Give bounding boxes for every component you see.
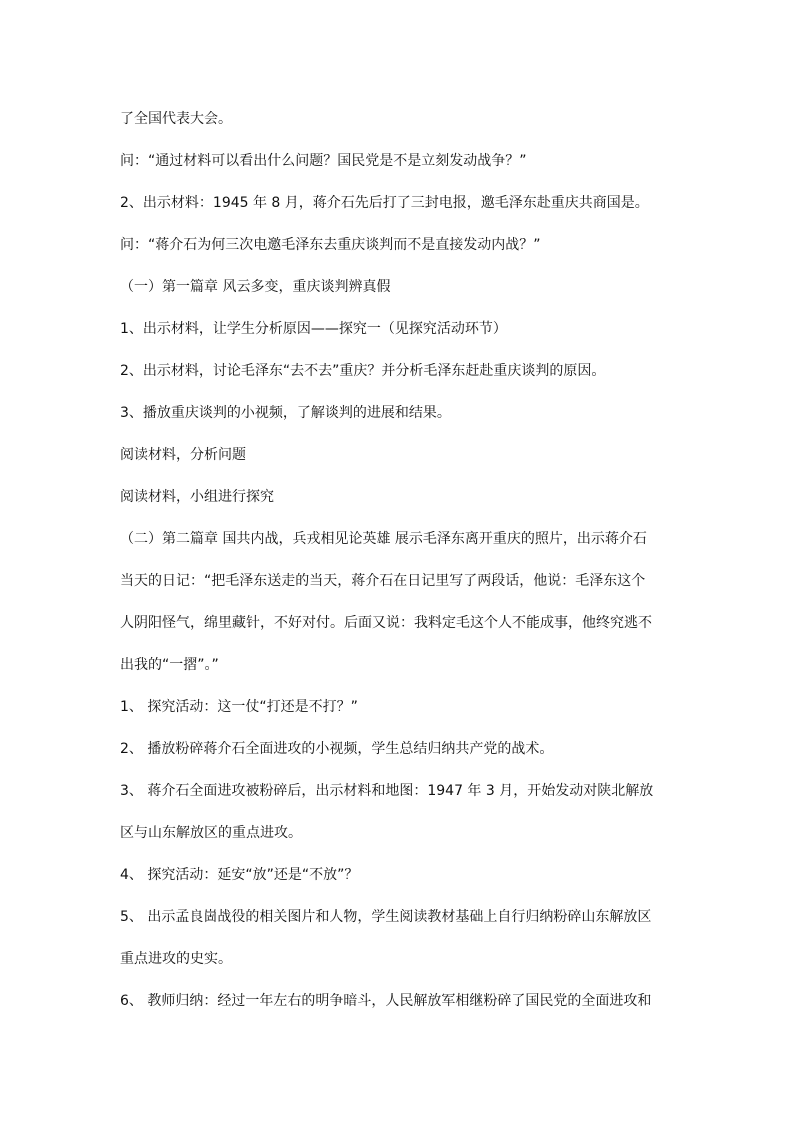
text-line: 区与山东解放区的重点进攻。 <box>120 825 302 841</box>
text-line: 问：“蒋介石为何三次电邀毛泽东去重庆谈判而不是直接发动内战？” <box>120 237 541 253</box>
text-line: 问：“通过材料可以看出什么问题？国民党是不是立刻发动战争？” <box>120 153 527 169</box>
text-line: 当天的日记：“把毛泽东送走的当天，蒋介石在日记里写了两段话，他说：毛泽东这个 <box>120 573 646 589</box>
text-line: 2、出示材料：1945 年 8 月，蒋介石先后打了三封电报，邀毛泽东赴重庆共商国是。 <box>120 195 649 211</box>
text-line: 1、出示材料，让学生分析原因——探究一（见探究活动环节） <box>120 321 507 337</box>
text-line: 3、 蒋介石全面进攻被粉碎后，出示材料和地图：1947 年 3 月，开始发动对陕北解放 <box>120 783 654 799</box>
text-line: 人阴阳怪气，绵里藏针，不好对付。后面又说：我料定毛这个人不能成事，他终究逃不 <box>120 615 652 631</box>
text-line: 3、播放重庆谈判的小视频，了解谈判的进展和结果。 <box>120 405 451 421</box>
text-line: 2、出示材料，讨论毛泽东“去不去”重庆？并分析毛泽东赶赴重庆谈判的原因。 <box>120 363 606 379</box>
section-heading: （二）第二篇章 国共内战，兵戎相见论英雄 展示毛泽东离开重庆的照片，出示蒋介石 <box>120 531 647 547</box>
text-line: 1、 探究活动：这一仗“打还是不打？” <box>120 699 358 715</box>
text-line: 6、 教师归纳：经过一年左右的明争暗斗，人民解放军相继粉碎了国民党的全面进攻和 <box>120 993 652 1009</box>
section-heading: （一）第一篇章 风云多变，重庆谈判辨真假 <box>120 279 391 295</box>
text-line: 重点进攻的史实。 <box>120 951 232 967</box>
text-line: 出我的“一摺”。” <box>120 657 219 673</box>
text-line: 4、 探究活动：延安“放”还是“不放”？ <box>120 867 359 883</box>
text-line: 了全国代表大会。 <box>120 111 232 127</box>
text-line: 5、 出示孟良崮战役的相关图片和人物，学生阅读教材基础上自行归纳粉碎山东解放区 <box>120 909 652 925</box>
text-line: 阅读材料，分析问题 <box>120 447 246 463</box>
text-line: 2、 播放粉碎蒋介石全面进攻的小视频，学生总结归纳共产党的战术。 <box>120 741 554 757</box>
text-line: 阅读材料，小组进行探究 <box>120 489 274 505</box>
